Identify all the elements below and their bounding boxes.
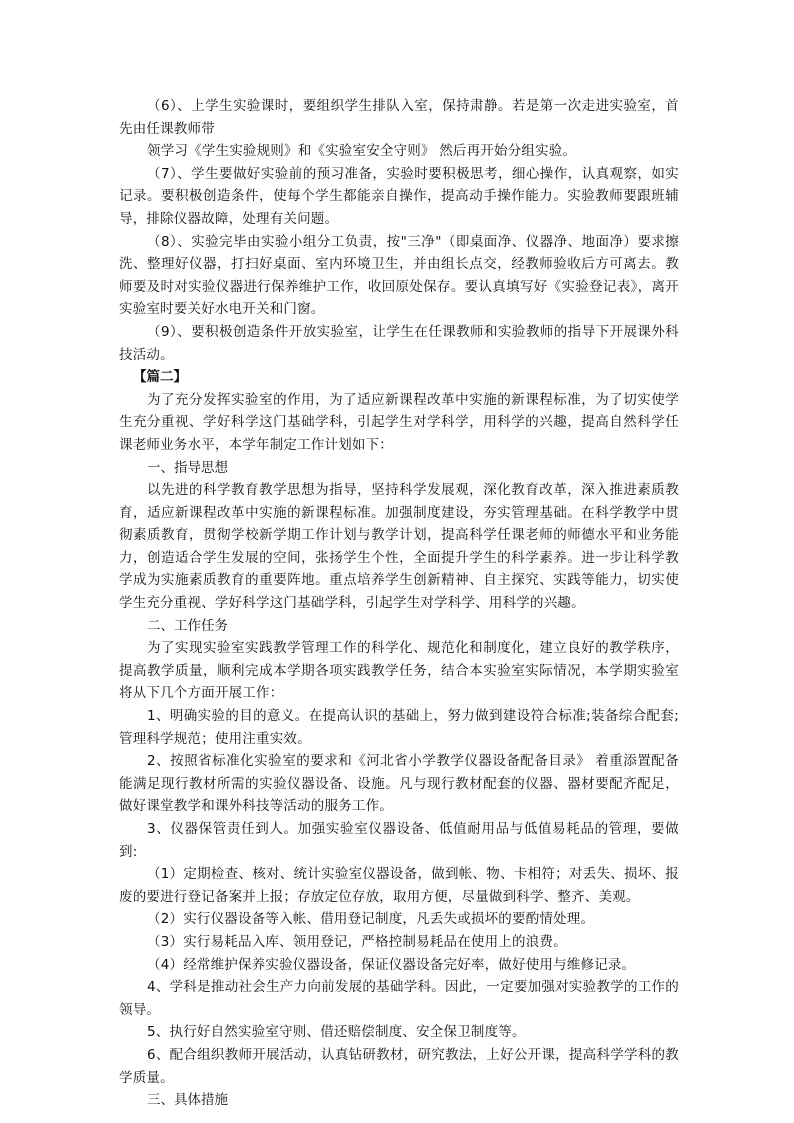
paragraph-8: （8）、实验完毕由实验小组分工负责，按"三净"（即桌面净、仪器净、地面净）要求擦洗、整理好仪器，打扫好桌面、室内环境卫生，并由组长点交，经教师验收后方可离去。教师要及时对实验仪器进行保养维护工作，收回原处保存。要认真填写好《实验登记表》，离开实验室时要关好水电开关和门窗。 (119, 233, 679, 318)
paragraph-6-continued: 领学习《学生实验规则》和《实验室安全守则》 然后再开始分组实验。 (147, 143, 577, 160)
task-3-item-2: （2）实行仪器设备等入帐、借用登记制度，凡丢失或损坏的要酌情处理。 (147, 911, 595, 928)
task-3-item-3: （3）实行易耗品入库、领用登记，严格控制易耗品在使用上的浪费。 (147, 933, 567, 950)
task-3: 3、仪器保管责任到人。加强实验室仪器设备、低值耐用品与低值易耗品的管理，要做到: (119, 821, 679, 860)
guiding-ideology-paragraph: 以先进的科学教育教学思想为指导，坚持科学发展观，深化教育改革，深入推进素质教育，适应新课程改革中实施的新课程标准。加强制度建设，夯实管理基础。在科学教学中贯彻素质教育，贯彻学校新学期工作计划与教学计划，提高科学任课老师的师德水平和业务能力，创造适合学生发展的空间，张扬学生个性，全面提升学生的科学素养。进一步让科学教学成为实施素质教育的重要阵地。重点培养学生创新精神、自主探究、实践等能力，切实使学生充分重视、学好科学这门基础学科，引起学生对学科学、用科学的兴趣。 (119, 482, 679, 612)
intro-paragraph: 为了充分发挥实验室的作用，为了适应新课程改革中实施的新课程标准，为了切实使学生充分重视、学好科学这门基础学科，引起学生对学科学，用科学的兴趣，提高自然科学任课老师业务水平，本学年制定工作计划如下： (119, 391, 679, 453)
paragraph-9: （9）、要积极创造条件开放实验室，让学生在任课教师和实验教师的指导下开展课外科技活动。 (119, 323, 679, 363)
document-page (119, 95, 679, 1112)
task-3-item-1: （1）定期检查、核对、统计实验室仪器设备，做到帐、物、卡相符；对丢失、损坏、报废的要进行登记备案并上报；存放定位存放，取用方便，尽量做到科学、整齐、美观。 (119, 866, 679, 905)
task-4: 4、学科是推动社会生产力向前发展的基础学科。因此，一定要加强对实验教学的工作的领导。 (119, 979, 679, 1018)
heading-specific-measures: 三、具体措施 (147, 1092, 228, 1109)
paragraph-6: （6）、上学生实验课时，要组织学生排队入室，保持肃静。若是第一次走进实验室，首先由任课教师带 (119, 98, 679, 137)
task-5: 5、执行好自然实验室守则、借还赔偿制度、安全保卫制度等。 (147, 1024, 526, 1041)
task-2: 2、按照省标准化实验室的要求和《河北省小学教学仪器设备配备目录》 着重添置配备能满足现行教材所需的实验仪器设备、设施。凡与现行教材配套的仪器、器材要配齐配足，做好课堂教学和课外科技等活动的服务工作。 (119, 753, 679, 815)
section-title: 【篇二】 (133, 369, 187, 386)
task-1: 1、明确实验的目的意义。在提高认识的基础上，努力做到建设符合标准;装备综合配套;管理科学规范；使用注重实效。 (119, 708, 679, 747)
paragraph-7: （7）、学生要做好实验前的预习准备，实验时要积极思考，细心操作，认真观察，如实记录。要积极创造条件，使每个学生都能亲自操作，提高动手操作能力。实验教师要跟班辅导，排除仪器故障，处理有关问题。 (119, 165, 679, 227)
work-tasks-intro: 为了实现实验室实践教学管理工作的科学化、规范化和制度化，建立良好的教学秩序，提高教学质量，顺利完成本学期各项实践教学任务，结合本实验室实际情况，本学期实验室将从下几个方面开展工作： (119, 640, 679, 702)
task-3-item-4: （4）经常维护保养实验仪器设备，保证仪器设备完好率，做好使用与维修记录。 (147, 956, 636, 973)
task-6: 6、配合组织教师开展活动，认真钻研教材，研究教法，上好公开课，提高科学学科的教学质量。 (119, 1046, 679, 1086)
heading-guiding-ideology: 一、指导思想 (147, 459, 228, 476)
heading-work-tasks: 二、工作任务 (147, 617, 228, 634)
